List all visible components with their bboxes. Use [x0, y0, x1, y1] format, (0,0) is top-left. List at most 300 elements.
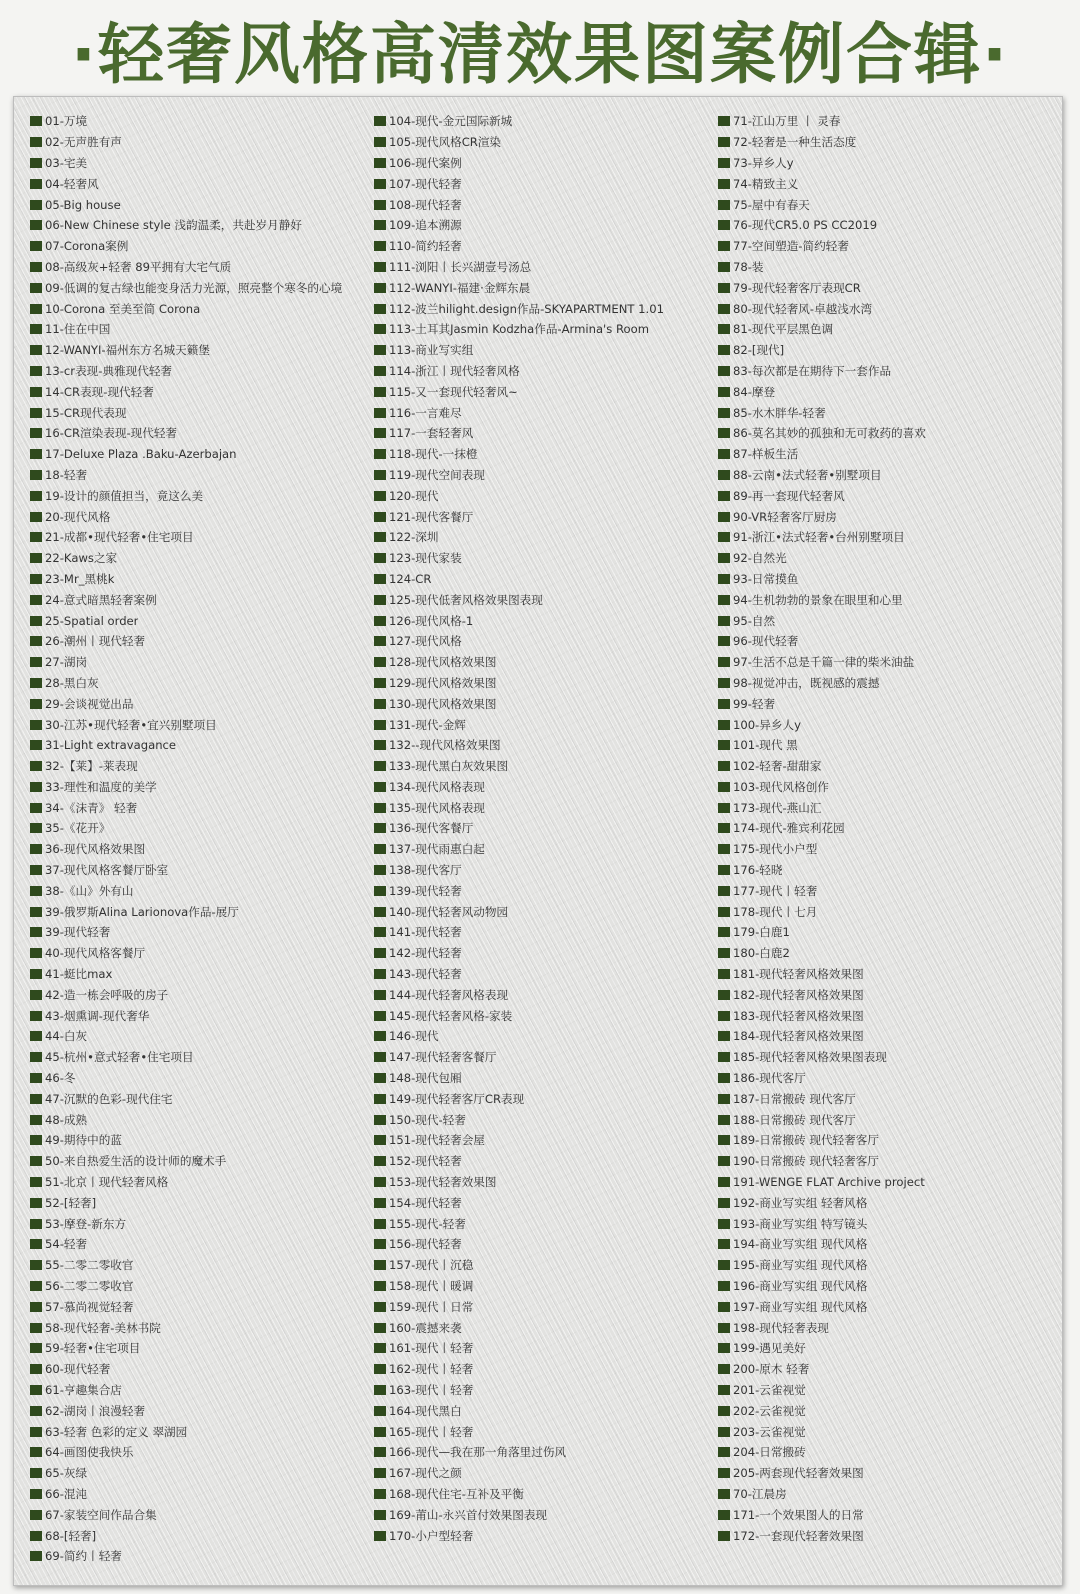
bullet-square-icon: [718, 553, 730, 563]
bullet-square-icon: [30, 720, 42, 730]
bullet-square-icon: [374, 387, 386, 397]
bullet-square-icon: [30, 324, 42, 334]
list-item: [718, 1276, 1058, 1297]
list-item: [374, 1525, 714, 1546]
list-item-label: 09-低调的复古绿也能变身活力光源，照亮整个寒冬的心境: [45, 280, 343, 295]
list-item: [374, 943, 714, 964]
list-item: [30, 735, 370, 756]
bullet-square-icon: [374, 720, 386, 730]
bullet-square-icon: [30, 1135, 42, 1145]
list-item-label: 16-CR渲染表现-现代轻奢: [45, 426, 178, 441]
list-item-label: 12-WANYI-福州东方名城天籁堡: [45, 343, 210, 358]
list-item: [374, 153, 714, 174]
bullet-square-icon: [30, 262, 42, 272]
bullet-square-icon: [718, 1281, 730, 1291]
list-item-label: 189-日常搬砖 现代轻奢客厅: [733, 1133, 879, 1148]
bullet-square-icon: [718, 1239, 730, 1249]
list-item-label: 180-白鹿2: [733, 946, 790, 961]
list-item: [374, 506, 714, 527]
list-item: [374, 1234, 714, 1255]
list-item: [374, 173, 714, 194]
list-column-2: [374, 111, 714, 1546]
list-item-label: 55-二零二零收官: [45, 1258, 134, 1273]
list-item-label: 31-Light extravagance: [45, 738, 177, 753]
list-item-label: 51-北京丨现代轻奢风格: [45, 1175, 169, 1190]
list-item: [374, 1484, 714, 1505]
bullet-square-icon: [718, 782, 730, 792]
bullet-square-icon: [718, 699, 730, 709]
list-item-label: 192-商业写实组 轻奢风格: [733, 1195, 868, 1210]
list-item: [718, 673, 1058, 694]
list-item: [718, 1525, 1058, 1546]
bullet-square-icon: [30, 158, 42, 168]
list-item: [374, 236, 714, 257]
bullet-square-icon: [374, 1447, 386, 1457]
list-item: [718, 922, 1058, 943]
list-item: [374, 652, 714, 673]
list-item: [30, 1359, 370, 1380]
bullet-square-icon: [718, 595, 730, 605]
list-item-label: 120-现代: [389, 488, 439, 503]
bullet-square-icon: [374, 1385, 386, 1395]
list-item: [718, 1338, 1058, 1359]
list-item-label: 22-Kaws之家: [45, 551, 118, 566]
list-item-label: 133-现代黑白灰效果图: [389, 759, 509, 774]
list-item: [374, 423, 714, 444]
bullet-square-icon: [374, 137, 386, 147]
list-item-label: 205-两套现代轻奢效果图: [733, 1466, 864, 1481]
bullet-square-icon: [374, 532, 386, 542]
list-item: [718, 236, 1058, 257]
list-item-label: 105-现代风格CR渲染: [389, 135, 502, 150]
list-item-label: 162-现代丨轻奢: [389, 1362, 474, 1377]
bullet-square-icon: [374, 1073, 386, 1083]
bullet-square-icon: [374, 595, 386, 605]
bullet-square-icon: [374, 1406, 386, 1416]
list-item: [30, 964, 370, 985]
bullet-square-icon: [718, 907, 730, 917]
bullet-square-icon: [718, 283, 730, 293]
bullet-square-icon: [374, 761, 386, 771]
list-item: [30, 1317, 370, 1338]
list-item: [718, 1192, 1058, 1213]
list-item-label: 18-轻奢: [45, 467, 88, 482]
bullet-square-icon: [30, 1052, 42, 1062]
bullet-square-icon: [718, 366, 730, 376]
bullet-square-icon: [718, 1156, 730, 1166]
bullet-square-icon: [30, 283, 42, 293]
bullet-square-icon: [718, 1094, 730, 1104]
list-item-label: 44-白灰: [45, 1029, 88, 1044]
bullet-square-icon: [718, 1343, 730, 1353]
list-item: [30, 984, 370, 1005]
list-item: [30, 506, 370, 527]
list-item-label: 188-日常搬砖 现代客厅: [733, 1112, 856, 1127]
list-item-label: 29-会谈视觉出品: [45, 696, 134, 711]
list-item-label: 83-每次都是在期待下一套作品: [733, 363, 892, 378]
list-item-label: 94-生机勃勃的景象在眼里和心里: [733, 592, 903, 607]
bullet-square-icon: [718, 1385, 730, 1395]
list-item-label: 195-商业写实组 现代风格: [733, 1258, 868, 1273]
list-item: [374, 1130, 714, 1151]
list-item-label: 159-现代丨日常: [389, 1299, 474, 1314]
list-item: [374, 922, 714, 943]
page-title: ·轻奢风格高清效果图案例合辑·: [70, 15, 1010, 93]
list-item: [30, 402, 370, 423]
bullet-square-icon: [30, 1031, 42, 1041]
list-item-label: 62-湖岗丨浪漫轻奢: [45, 1403, 146, 1418]
list-item-label: 93-日常摸鱼: [733, 571, 799, 586]
list-item-label: 21-成都•现代轻奢•住宅项目: [45, 530, 194, 545]
list-item: [374, 1463, 714, 1484]
list-item-label: 99-轻奢: [733, 696, 776, 711]
list-item-label: 158-现代丨暖调: [389, 1279, 474, 1294]
list-item: [718, 1109, 1058, 1130]
bullet-square-icon: [374, 345, 386, 355]
list-item: [30, 1380, 370, 1401]
bullet-square-icon: [30, 1198, 42, 1208]
bullet-square-icon: [374, 179, 386, 189]
list-item-label: 81-现代平层黑色调: [733, 322, 834, 337]
list-item-label: 128-现代风格效果图: [389, 655, 497, 670]
bullet-square-icon: [718, 948, 730, 958]
list-item: [718, 860, 1058, 881]
bullet-square-icon: [718, 657, 730, 667]
list-item-label: 184-现代轻奢风格效果图: [733, 1029, 864, 1044]
list-item: [718, 589, 1058, 610]
list-item-label: 38-《山》外有山: [45, 883, 134, 898]
list-item-label: 33-理性和温度的美学: [45, 779, 157, 794]
list-item-label: 204-日常搬砖: [733, 1445, 806, 1460]
bullet-square-icon: [718, 137, 730, 147]
bullet-square-icon: [30, 1239, 42, 1249]
list-item: [30, 1421, 370, 1442]
list-item: [718, 277, 1058, 298]
list-item-label: 156-现代轻奢: [389, 1237, 462, 1252]
list-item: [30, 1130, 370, 1151]
list-item: [718, 402, 1058, 423]
list-item-label: 129-现代风格效果图: [389, 675, 497, 690]
list-item-label: 101-现代 黑: [733, 738, 798, 753]
list-item-label: 97-生活不总是千篇一律的柴米油盐: [733, 655, 915, 670]
bullet-square-icon: [374, 1198, 386, 1208]
list-item-label: 149-现代轻奢客厅CR表现: [389, 1091, 525, 1106]
list-item-label: 137-现代雨惠白起: [389, 842, 485, 857]
list-item: [30, 1525, 370, 1546]
list-item: [30, 1005, 370, 1026]
bullet-square-icon: [718, 574, 730, 584]
list-item: [718, 714, 1058, 735]
list-item-label: 76-现代CR5.0 PS CC2019: [733, 218, 878, 233]
bullet-square-icon: [718, 158, 730, 168]
list-item: [30, 589, 370, 610]
list-item: [30, 1484, 370, 1505]
list-item-label: 30-江苏•现代轻奢•宜兴别墅项目: [45, 717, 217, 732]
list-item: [374, 1296, 714, 1317]
list-item: [374, 319, 714, 340]
bullet-square-icon: [30, 1427, 42, 1437]
list-item-label: 193-商业写实组 特写镜头: [733, 1216, 868, 1231]
bullet-square-icon: [30, 241, 42, 251]
bullet-square-icon: [30, 657, 42, 667]
list-item: [30, 132, 370, 153]
list-item: [374, 111, 714, 132]
bullet-square-icon: [718, 200, 730, 210]
list-item-label: 174-现代-雅宾利花园: [733, 821, 845, 836]
bullet-square-icon: [374, 1115, 386, 1125]
list-item: [718, 1068, 1058, 1089]
list-item: [30, 153, 370, 174]
bullet-square-icon: [30, 428, 42, 438]
list-item-label: 02-无声胜有声: [45, 135, 122, 150]
list-item-label: 169-莆山-永兴首付效果图表现: [389, 1507, 548, 1522]
list-item-label: 119-现代空间表现: [389, 467, 485, 482]
bullet-square-icon: [718, 1260, 730, 1270]
list-item: [718, 548, 1058, 569]
bullet-square-icon: [30, 1323, 42, 1333]
list-item-label: 154-现代轻奢: [389, 1195, 462, 1210]
bullet-square-icon: [374, 1031, 386, 1041]
bullet-square-icon: [718, 636, 730, 646]
bullet-square-icon: [374, 990, 386, 1000]
list-item-label: 43-烟熏调-现代奢华: [45, 1008, 150, 1023]
list-item-label: 148-现代包厢: [389, 1071, 462, 1086]
list-item: [30, 381, 370, 402]
list-item-label: 96-现代轻奢: [733, 634, 799, 649]
list-item-label: 39-现代轻奢: [45, 925, 111, 940]
list-item: [30, 1172, 370, 1193]
bullet-square-icon: [374, 1281, 386, 1291]
list-item: [374, 756, 714, 777]
list-item: [374, 1047, 714, 1068]
bullet-square-icon: [374, 636, 386, 646]
list-item-label: 68-[轻奢]: [45, 1528, 97, 1543]
list-item-label: 98-视觉冲击，既视感的震撼: [733, 675, 880, 690]
list-item: [374, 361, 714, 382]
bullet-square-icon: [30, 1156, 42, 1166]
bullet-square-icon: [30, 512, 42, 522]
bullet-square-icon: [374, 844, 386, 854]
list-item-label: 57-慕尚视觉轻奢: [45, 1299, 134, 1314]
list-item: [718, 797, 1058, 818]
list-item-label: 160-震撼来袭: [389, 1320, 462, 1335]
list-item-label: 80-现代轻奢风-卓越浅水湾: [733, 301, 873, 316]
list-item: [718, 984, 1058, 1005]
bullet-square-icon: [30, 636, 42, 646]
list-item-label: 20-现代风格: [45, 509, 111, 524]
list-item-label: 178-现代丨七月: [733, 904, 818, 919]
list-item: [30, 1276, 370, 1297]
list-item-label: 65-灰绿: [45, 1466, 88, 1481]
bullet-square-icon: [374, 1239, 386, 1249]
list-item-label: 173-现代-燕山汇: [733, 800, 822, 815]
bullet-square-icon: [718, 1364, 730, 1374]
list-item: [374, 880, 714, 901]
list-item: [718, 340, 1058, 361]
list-item-label: 15-CR现代表现: [45, 405, 127, 420]
list-item-label: 113-土耳其Jasmin Kodzha作品-Armina's Room: [389, 322, 649, 337]
bullet-square-icon: [718, 428, 730, 438]
list-item-label: 106-现代案例: [389, 155, 462, 170]
list-item-label: 41-蜓比max: [45, 967, 113, 982]
bullet-square-icon: [718, 1510, 730, 1520]
bullet-square-icon: [30, 1489, 42, 1499]
list-item: [374, 1068, 714, 1089]
list-item-label: 179-白鹿1: [733, 925, 790, 940]
list-item: [374, 194, 714, 215]
bullet-square-icon: [30, 532, 42, 542]
bullet-square-icon: [30, 844, 42, 854]
list-item-label: 136-现代客餐厅: [389, 821, 474, 836]
bullet-square-icon: [718, 1323, 730, 1333]
list-item-label: 121-现代客餐厅: [389, 509, 474, 524]
list-item: [30, 1338, 370, 1359]
list-item-label: 117-一套轻奢风: [389, 426, 474, 441]
list-item-label: 111-浏阳丨长兴湖壹号汤总: [389, 259, 532, 274]
list-item: [718, 194, 1058, 215]
list-item: [30, 1463, 370, 1484]
list-item-label: 124-CR: [389, 571, 432, 586]
bullet-square-icon: [30, 1260, 42, 1270]
bullet-square-icon: [718, 678, 730, 688]
list-item: [718, 444, 1058, 465]
bullet-square-icon: [718, 1011, 730, 1021]
list-item: [30, 444, 370, 465]
bullet-square-icon: [718, 241, 730, 251]
list-item: [718, 569, 1058, 590]
list-item: [374, 797, 714, 818]
list-item: [374, 735, 714, 756]
list-item: [30, 361, 370, 382]
bullet-square-icon: [374, 657, 386, 667]
list-item-label: 77-空间塑造-简约轻奢: [733, 239, 849, 254]
list-item: [718, 1088, 1058, 1109]
bullet-square-icon: [374, 1364, 386, 1374]
list-item-label: 127-现代风格: [389, 634, 462, 649]
list-item: [30, 943, 370, 964]
bullet-square-icon: [718, 387, 730, 397]
bullet-square-icon: [718, 1406, 730, 1416]
bullet-square-icon: [30, 179, 42, 189]
bullet-square-icon: [718, 1219, 730, 1229]
bullet-square-icon: [30, 1364, 42, 1374]
list-item: [718, 319, 1058, 340]
list-item-label: 138-现代客厅: [389, 863, 462, 878]
list-item: [30, 1151, 370, 1172]
list-item: [30, 1213, 370, 1234]
list-item: [30, 1047, 370, 1068]
bullet-square-icon: [374, 1177, 386, 1187]
bullet-square-icon: [718, 1468, 730, 1478]
bullet-square-icon: [718, 116, 730, 126]
list-item-label: 95-自然: [733, 613, 776, 628]
bullet-square-icon: [374, 408, 386, 418]
bullet-square-icon: [374, 1427, 386, 1437]
bullet-square-icon: [30, 574, 42, 584]
bullet-square-icon: [30, 761, 42, 771]
bullet-square-icon: [30, 449, 42, 459]
list-item-label: 152-现代轻奢: [389, 1154, 462, 1169]
bullet-square-icon: [374, 782, 386, 792]
list-item: [374, 714, 714, 735]
list-item: [30, 777, 370, 798]
list-item: [30, 298, 370, 319]
bullet-square-icon: [374, 1094, 386, 1104]
list-item: [30, 818, 370, 839]
list-item-label: 141-现代轻奢: [389, 925, 462, 940]
bullet-square-icon: [374, 948, 386, 958]
bullet-square-icon: [718, 179, 730, 189]
bullet-square-icon: [374, 200, 386, 210]
bullet-square-icon: [30, 616, 42, 626]
bullet-square-icon: [374, 1302, 386, 1312]
bullet-square-icon: [718, 1198, 730, 1208]
list-item-label: 168-现代住宅-互补及平衡: [389, 1486, 524, 1501]
list-item: [30, 1109, 370, 1130]
list-item: [718, 1400, 1058, 1421]
list-item-label: 102-轻奢-甜甜家: [733, 759, 822, 774]
bullet-square-icon: [718, 220, 730, 230]
list-item-label: 145-现代轻奢风格-家装: [389, 1008, 513, 1023]
list-item-label: 187-日常搬砖 现代客厅: [733, 1091, 856, 1106]
list-item-label: 58-现代轻奢-美林书院: [45, 1320, 161, 1335]
list-item: [718, 1234, 1058, 1255]
list-item: [718, 1255, 1058, 1276]
list-item: [30, 1088, 370, 1109]
list-item-label: 202-云雀视觉: [733, 1403, 806, 1418]
list-item: [374, 215, 714, 236]
bullet-square-icon: [374, 1468, 386, 1478]
list-item: [718, 1172, 1058, 1193]
list-item: [718, 1026, 1058, 1047]
bullet-square-icon: [374, 1135, 386, 1145]
list-item-label: 32-【莱】-莱表现: [45, 759, 138, 774]
bullet-square-icon: [374, 907, 386, 917]
list-item: [718, 1463, 1058, 1484]
list-item-label: 17-Deluxe Plaza .Baku-Azerbajan: [45, 447, 237, 462]
list-item: [718, 1213, 1058, 1234]
list-item: [374, 1192, 714, 1213]
bullet-square-icon: [374, 553, 386, 563]
list-item-label: 175-现代小户型: [733, 842, 818, 857]
bullet-square-icon: [718, 449, 730, 459]
list-item: [718, 1296, 1058, 1317]
list-item-label: 172-一套现代轻奢效果图: [733, 1528, 864, 1543]
list-item: [30, 673, 370, 694]
bullet-square-icon: [30, 200, 42, 210]
list-item: [718, 153, 1058, 174]
list-item-label: 191-WENGE FLAT Archive project: [733, 1175, 925, 1190]
list-item: [30, 1026, 370, 1047]
bullet-square-icon: [374, 1011, 386, 1021]
list-item: [374, 1255, 714, 1276]
list-item: [718, 735, 1058, 756]
list-item-label: 196-商业写实组 现代风格: [733, 1279, 868, 1294]
list-item: [718, 173, 1058, 194]
list-item-label: 56-二零二零收官: [45, 1279, 134, 1294]
list-item-label: 115-又一套现代轻奢风~: [389, 384, 518, 399]
list-item-label: 100-异乡人y: [733, 717, 801, 732]
bullet-square-icon: [30, 1468, 42, 1478]
list-item: [374, 527, 714, 548]
list-item: [718, 1380, 1058, 1401]
list-item: [718, 610, 1058, 631]
list-item: [374, 485, 714, 506]
list-item-label: 26-潮州丨现代轻奢: [45, 634, 146, 649]
list-item-label: 73-异乡人y: [733, 155, 794, 170]
list-item: [718, 631, 1058, 652]
list-item-label: 146-现代: [389, 1029, 439, 1044]
